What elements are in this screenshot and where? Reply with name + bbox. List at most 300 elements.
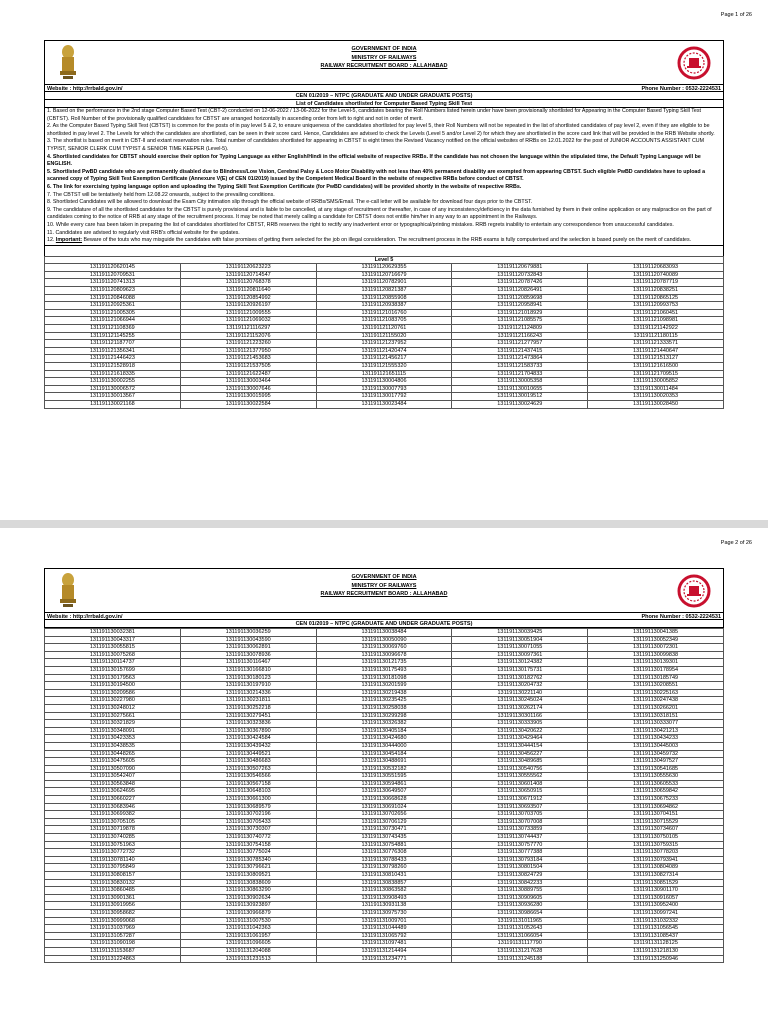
roll-number-cell: 131191131037969 <box>45 925 181 933</box>
roll-number-cell: 131191130114737 <box>45 659 181 667</box>
roll-number-cell: 131191130424680 <box>316 735 452 743</box>
roll-number-cell: 131191121124809 <box>452 325 588 333</box>
roll-number-cell: 131191130043590 <box>180 636 316 644</box>
table-row <box>45 841 724 849</box>
ministry-title: MINISTRY OF RAILWAYS <box>351 54 417 61</box>
roll-number-cell: 131191130017792 <box>316 393 452 401</box>
roll-number-cell: 131191130605533 <box>588 780 724 788</box>
roll-number-cell: 131191130486683 <box>180 758 316 766</box>
roll-number-cell: 131191130235425 <box>316 697 452 705</box>
roll-number-cell: 131191130909605 <box>452 894 588 902</box>
website-link[interactable]: Website : http://rrbald.gov.in/ <box>47 86 123 92</box>
table-row <box>45 742 724 750</box>
table-row <box>45 917 724 925</box>
roll-number-cell: 131191130178954 <box>588 666 724 674</box>
roll-number-cell: 131191121277957 <box>452 340 588 348</box>
table-row <box>45 887 724 895</box>
phone-number: Phone Number : 0532-2224531 <box>641 614 721 620</box>
note-4: 4. Shortlisted candidates for CBTST should exercise their option for Typing Language as either English/Hindi in the official website of respective RRBs. If the candidate has not chosen the language within the stipulated time, the Default Typing Language will be ENGLISH. <box>47 153 701 168</box>
roll-number-cell: 131191120732843 <box>452 271 588 279</box>
roll-number-cell: 131191130445003 <box>588 742 724 750</box>
table-row <box>45 872 724 880</box>
roll-number-cell: 131191120740089 <box>588 271 724 279</box>
roll-number-cell: 131191130691024 <box>316 803 452 811</box>
roll-number-cell: 131191130333077 <box>588 720 724 728</box>
roll-number-cell: 131191121223260 <box>180 340 316 348</box>
roll-number-cell: 131191130675233 <box>588 796 724 804</box>
roll-number-cell: 131191121537505 <box>180 363 316 371</box>
roll-number-cell: 131191121583733 <box>452 363 588 371</box>
roll-number-cell: 131191130116467 <box>180 659 316 667</box>
roll-number-cell: 131191130754881 <box>316 841 452 849</box>
roll-number-cell: 131191130650915 <box>452 788 588 796</box>
roll-number-cell: 131191130489685 <box>452 758 588 766</box>
roll-number-cell: 131191130810431 <box>316 872 452 880</box>
roll-number-cell: 131191130043317 <box>45 636 181 644</box>
roll-number-cell: 131191130475605 <box>45 758 181 766</box>
roll-number-cell: 131191130809521 <box>180 872 316 880</box>
roll-number-cell: 131191130693507 <box>452 803 588 811</box>
roll-number-cell: 131191121704833 <box>452 370 588 378</box>
table-row <box>45 279 724 287</box>
roll-number-cell: 131191131117790 <box>452 940 588 948</box>
roll-number-cell: 131191130050090 <box>316 636 452 644</box>
roll-number-cell: 131191121098981 <box>588 317 724 325</box>
roll-number-cell: 131191131056545 <box>588 925 724 933</box>
roll-number-cell: 131191130744437 <box>452 834 588 842</box>
roll-number-cell: 131191121377950 <box>180 347 316 355</box>
roll-number-cell: 131191130209586 <box>45 689 181 697</box>
board-title: RAILWAY RECRUITMENT BOARD : ALLAHABAD <box>320 591 448 597</box>
roll-number-cell: 131191121066944 <box>45 317 181 325</box>
roll-number-cell: 131191130219438 <box>316 689 452 697</box>
roll-number-cell: 131191121060451 <box>588 309 724 317</box>
note-9: 9. The candidature of all the shortlisted candidates for the CBTST is purely provisional and is liable to be cancelled, at any stage of recruitment or thereafter, in case of any inconsistency/deficiency in the data furnished by them in their online application or any malpractice on the part of candidates coming to the notice of RRB at any stage of the recruitment process. It may be noted that merely calling a candidate for CBTST does not entitle him/her in any way to an appointment in the Railways. <box>47 206 712 221</box>
roll-number-cell: 131191121356341 <box>45 347 181 355</box>
roll-number-cell: 131191130024629 <box>452 400 588 408</box>
roll-number-cell: 131191130908493 <box>316 894 452 902</box>
table-row <box>45 302 724 310</box>
roll-number-cell: 131191121152076 <box>180 332 316 340</box>
roll-number-cell: 131191130208551 <box>588 682 724 690</box>
roll-number-cell: 131191130751963 <box>45 841 181 849</box>
roll-number-cell: 131191131128125 <box>588 940 724 948</box>
table-row <box>45 811 724 819</box>
roll-number-cell: 131191130439432 <box>180 742 316 750</box>
roll-number-cell: 131191130788433 <box>316 856 452 864</box>
roll-number-cell: 131191130863582 <box>316 887 452 895</box>
roll-number-cell: 131191121018929 <box>452 309 588 317</box>
table-row <box>45 712 724 720</box>
spacer <box>44 246 724 256</box>
roll-number-cell: 131191131009701 <box>316 917 452 925</box>
roll-number-cell: 131191130023484 <box>316 400 452 408</box>
roll-number-cell: 131191130851529 <box>588 879 724 887</box>
roll-number-cell: 131191120821387 <box>316 287 452 295</box>
table-row <box>45 834 724 842</box>
roll-number-cell: 131191130028450 <box>588 400 724 408</box>
roll-number-cell: 131191130901170 <box>588 887 724 895</box>
note-10: 10. While every care has been taken in preparing the list of candidates shortlisted for CBTST, RRB reserves the right to rectify any inadvertent error or typographical/printing mistakes. RRB regrets inability to entertain any correspondence from unsuccessful candidates. <box>47 221 674 228</box>
roll-number-cell: 131191130801504 <box>452 864 588 872</box>
table-row <box>45 689 724 697</box>
website-link[interactable]: Website : http://rrbald.gov.in/ <box>47 614 123 620</box>
roll-number-cell: 131191131231513 <box>180 955 316 963</box>
roll-number-cell: 131191131224863 <box>45 955 181 963</box>
roll-number-cell: 131191130231811 <box>180 697 316 705</box>
table-row <box>45 727 724 735</box>
table-row <box>45 287 724 295</box>
roll-number-cell: 131191130179563 <box>45 674 181 682</box>
roll-number-cell: 131191121456217 <box>316 355 452 363</box>
roll-number-cell: 131191120683093 <box>588 264 724 272</box>
roll-number-cell: 131191130456227 <box>452 750 588 758</box>
roll-number-cell: 131191130555562 <box>452 773 588 781</box>
roll-number-cell: 131191130705433 <box>180 818 316 826</box>
roll-number-cell: 131191120716679 <box>316 271 452 279</box>
roll-number-cell: 131191130838609 <box>180 879 316 887</box>
table-row <box>45 636 724 644</box>
roll-number-cell: 131191130004806 <box>316 378 452 386</box>
roll-number-cell: 131191130754158 <box>180 841 316 849</box>
table-row <box>45 796 724 804</box>
roll-number-cell: 131191130010655 <box>452 385 588 393</box>
roll-number-cell: 131191130594861 <box>316 780 452 788</box>
table-row <box>45 947 724 955</box>
roll-number-cell: 131191121446423 <box>45 355 181 363</box>
table-row <box>45 864 724 872</box>
contact-row <box>44 612 724 620</box>
roll-number-cell: 131191130036259 <box>180 629 316 637</box>
table-row <box>45 629 724 637</box>
roll-number-cell: 131191130975730 <box>316 909 452 917</box>
table-row <box>45 849 724 857</box>
roll-number-cell: 131191130021168 <box>45 400 181 408</box>
roll-number-cell: 131191120958941 <box>452 302 588 310</box>
roll-number-cell: 131191130772732 <box>45 849 181 857</box>
roll-number-cell: 131191121555320 <box>316 363 452 371</box>
roll-number-cell: 131191130540756 <box>452 765 588 773</box>
roll-number-cell: 131191130798260 <box>316 864 452 872</box>
note-12-text: Beware of the touts who may misguide the candidates with false promises of getting them selected for the job on illegal consideration. The recruitment process in the RRB exams is fully computerised and the selection is based purely on the merit of candidates. <box>82 237 692 244</box>
roll-number-cell: 131191130003464 <box>180 378 316 386</box>
roll-number-cell: 131191131090198 <box>45 940 181 948</box>
roll-number-cell: 131191130448265 <box>45 750 181 758</box>
roll-number-cell: 131191130013567 <box>45 393 181 401</box>
roll-number-cell: 131191121513127 <box>588 355 724 363</box>
note-12 <box>47 237 721 245</box>
roll-number-cell: 131191121622487 <box>180 370 316 378</box>
roll-number-cell: 131191120855908 <box>316 294 452 302</box>
roll-number-cell: 131191121473864 <box>452 355 588 363</box>
roll-number-cell: 131191130421213 <box>588 727 724 735</box>
roll-number-cell: 131191121155020 <box>316 332 452 340</box>
table-row <box>45 659 724 667</box>
roll-number-cell: 131191131250946 <box>588 955 724 963</box>
table-row <box>45 674 724 682</box>
roll-number-cell: 131191130326382 <box>316 720 452 728</box>
roll-number-cell: 131191130740285 <box>45 834 181 842</box>
roll-number-cell: 131191130275661 <box>45 712 181 720</box>
roll-number-cell: 131191130902634 <box>180 894 316 902</box>
roll-number-cell: 131191120620145 <box>45 264 181 272</box>
roll-number-cell: 131191130795849 <box>45 864 181 872</box>
roll-number-cell: 131191130072301 <box>588 644 724 652</box>
table-row <box>45 363 724 371</box>
roll-number-cell: 131191130719878 <box>45 826 181 834</box>
roll-number-cell: 131191130185749 <box>588 674 724 682</box>
roll-number-cell: 131191130551595 <box>316 773 452 781</box>
ministry-title: MINISTRY OF RAILWAYS <box>351 582 417 589</box>
roll-number-cell: 131191130071055 <box>452 644 588 652</box>
roll-number-cell: 131191130248012 <box>45 704 181 712</box>
roll-number-cell: 131191130182762 <box>452 674 588 682</box>
roll-number-cell: 131191130901361 <box>45 894 181 902</box>
roll-number-cell: 131191130660227 <box>45 796 181 804</box>
roll-number-cell: 131191130444154 <box>452 742 588 750</box>
roll-number-cell: 131191131214494 <box>316 947 452 955</box>
roll-number-cell: 131191130321829 <box>45 720 181 728</box>
roll-number-cell: 131191121651115 <box>316 370 452 378</box>
roll-number-cell: 131191130824729 <box>452 872 588 880</box>
table-row <box>45 340 724 348</box>
roll-number-cell: 131191130734607 <box>588 826 724 834</box>
roll-number-cell: 131191130434233 <box>588 735 724 743</box>
roll-number-cell: 131191130730471 <box>316 826 452 834</box>
roll-number-cell: 131191130661300 <box>180 796 316 804</box>
roll-number-cell: 131191130966879 <box>180 909 316 917</box>
page-number: Page 2 of 26 <box>720 540 752 546</box>
header-title-block <box>45 45 723 71</box>
table-row <box>45 271 724 279</box>
roll-number-cell: 131191130497527 <box>588 758 724 766</box>
roll-number-cell: 131191130022584 <box>180 400 316 408</box>
note-3: 3. The shortlist is based on merit in CBT-II and extant reservation rules. Total number of candidates shortlisted for appearing in CBTST is eight times the Revised Vacancy notified on the official websites of RRBs on 12.01.2022 for the post of JUNIOR ACCOUNTS ASSISTANT CUM TYPIST, SENIOR CLERK CUM TYPIST & SENIOR TIME KEEPER (Level-5). <box>47 138 705 152</box>
roll-number-cell: 131191130683946 <box>45 803 181 811</box>
roll-number-cell: 131191130055815 <box>45 644 181 652</box>
roll-number-cell: 131191130671912 <box>452 796 588 804</box>
roll-number-cell: 131191130041385 <box>588 629 724 637</box>
roll-number-cell: 131191130793184 <box>452 856 588 864</box>
table-row <box>45 879 724 887</box>
roll-number-cell: 131191130444000 <box>316 742 452 750</box>
roll-number-cell: 131191130759315 <box>588 841 724 849</box>
roll-number-cell: 131191130097361 <box>452 651 588 659</box>
roll-number-cell: 131191130919956 <box>45 902 181 910</box>
roll-number-cell: 131191130405184 <box>316 727 452 735</box>
cen-title: CEN 01/2019 – NTPC (GRADUATE AND UNDER GRADUATE POSTS) <box>44 92 724 100</box>
roll-number-cell: 131191130333905 <box>452 720 588 728</box>
pdf-page-2 <box>0 528 768 1024</box>
roll-number-cell: 131191130775024 <box>180 849 316 857</box>
table-row <box>45 294 724 302</box>
table-row <box>45 826 724 834</box>
roll-number-cell: 131191130707008 <box>452 818 588 826</box>
roll-number-cell: 131191130252218 <box>180 704 316 712</box>
roll-number-cell: 131191130952400 <box>588 902 724 910</box>
roll-number-cell: 131191121145255 <box>45 332 181 340</box>
table-row <box>45 385 724 393</box>
roll-number-cell: 131191130567158 <box>180 780 316 788</box>
roll-number-cell: 131191120679881 <box>452 264 588 272</box>
roll-number-cell: 131191130705105 <box>45 818 181 826</box>
table-row <box>45 788 724 796</box>
roll-number-cell: 131191131042363 <box>180 925 316 933</box>
table-row <box>45 773 724 781</box>
table-row <box>45 651 724 659</box>
roll-number-cell: 131191130542407 <box>45 773 181 781</box>
roll-number-cell: 131191130624695 <box>45 788 181 796</box>
roll-number-cell: 131191120859698 <box>452 294 588 302</box>
roll-number-cell: 131191130689579 <box>180 803 316 811</box>
roll-number-cell: 131191130420622 <box>452 727 588 735</box>
important-label: Important: <box>55 237 83 244</box>
roll-number-cell: 131191131052643 <box>452 925 588 933</box>
table-row <box>45 644 724 652</box>
roll-number-cell: 131191120629355 <box>316 264 452 272</box>
roll-number-cell: 131191130424584 <box>180 735 316 743</box>
roll-number-cell: 131191130247438 <box>588 697 724 705</box>
table-row <box>45 803 724 811</box>
note-5: 5. Shortlisted PwBD candidate who are permanently disabled due to Blindness/Low Vision, Cerebral Palsy & Loco Motor Disability with not less than 40% permanent disability are exempted from appearing CBTST. Such eligible PwBD candidates have to upload a scanned copy of Typing Skill Test Exemption Certificate (Annexure V(E) of CEN 01/2019) issued by the Competent Medical Board in the website of respective RRBs before conduct of CBTST. <box>47 168 706 183</box>
table-row <box>45 758 724 766</box>
roll-number-cell: 131191130986654 <box>452 909 588 917</box>
roll-number-cell: 131191130704151 <box>588 811 724 819</box>
roll-number-cell: 131191130069760 <box>316 644 452 652</box>
roll-number-cell: 131191130099838 <box>588 651 724 659</box>
roll-number-cell: 131191131007530 <box>180 917 316 925</box>
roll-number-cell: 131191120787426 <box>452 279 588 287</box>
roll-number-cell: 131191130197910 <box>180 682 316 690</box>
roll-number-cell: 131191130923897 <box>180 902 316 910</box>
roll-number-cell: 131191130020353 <box>588 393 724 401</box>
roll-number-cell: 131191121085575 <box>452 317 588 325</box>
roll-number-cell: 131191130842233 <box>452 879 588 887</box>
roll-number-cell: 131191130931138 <box>316 902 452 910</box>
roll-number-cell: 131191120709531 <box>45 271 181 279</box>
roll-number-cell: 131191131066054 <box>452 932 588 940</box>
roll-number-cell: 131191130078936 <box>180 651 316 659</box>
roll-number-cell: 131191130703705 <box>452 811 588 819</box>
roll-number-cell: 131191130299298 <box>316 712 452 720</box>
roll-number-cell: 131191121116297 <box>180 325 316 333</box>
table-row <box>45 325 724 333</box>
roll-number-cell: 131191130659842 <box>588 788 724 796</box>
cen-title: CEN 01/2019 – NTPC (GRADUATE AND UNDER GRADUATE POSTS) <box>44 620 724 628</box>
table-row <box>45 378 724 386</box>
roll-number-cell: 131191130706129 <box>316 818 452 826</box>
roll-number-cell: 131191130166810 <box>180 666 316 674</box>
table-row <box>45 780 724 788</box>
table-row <box>45 697 724 705</box>
roll-number-cell: 131191130301166 <box>452 712 588 720</box>
table-row <box>45 393 724 401</box>
roll-number-cell: 131191130015995 <box>180 393 316 401</box>
table-row <box>45 940 724 948</box>
roll-number-cell: 131191130830132 <box>45 879 181 887</box>
roll-number-cell: 131191130007793 <box>316 385 452 393</box>
roll-number-cell: 131191121009555 <box>180 309 316 317</box>
level-label: Level 5 <box>45 256 724 264</box>
table-row <box>45 264 724 272</box>
roll-number-cell: 131191130175731 <box>452 666 588 674</box>
roll-number-cell: 131191130449521 <box>180 750 316 758</box>
roll-number-cell: 131191130019512 <box>452 393 588 401</box>
roll-number-cell: 131191120809623 <box>45 287 181 295</box>
board-title: RAILWAY RECRUITMENT BOARD : ALLAHABAD <box>320 63 448 69</box>
roll-number-cell: 131191121083705 <box>316 317 452 325</box>
roll-number-cell: 131191130781140 <box>45 856 181 864</box>
roll-number-cell: 131191130488691 <box>316 758 452 766</box>
roll-number-cell: 131191131204088 <box>180 947 316 955</box>
note-8: 8. Shortlisted Candidates will be allowed to download the Exam City intimation slip through the official website of RRBs/SMS/Email. The e-call letter will be available for download four days prior to the CBTST. <box>47 199 533 206</box>
roll-number-cell: 131191130062891 <box>180 644 316 652</box>
roll-number-cell: 131191130750105 <box>588 834 724 842</box>
list-title: List of Candidates shortlisted for Computer Based Typing Skill Test <box>44 100 724 108</box>
roll-number-cell: 131191120938387 <box>316 302 452 310</box>
table-row <box>45 955 724 963</box>
roll-number-cell: 131191130649507 <box>316 788 452 796</box>
gov-title: GOVERNMENT OF INDIA <box>351 574 417 580</box>
roll-number-cell: 131191130743435 <box>316 834 452 842</box>
roll-number-cell: 131191130011484 <box>588 385 724 393</box>
roll-number-cell: 131191121528918 <box>45 363 181 371</box>
phone-number: Phone Number : 0532-2224531 <box>641 86 721 92</box>
roll-number-cell: 131191121142922 <box>588 325 724 333</box>
roll-number-cell: 131191130262174 <box>452 704 588 712</box>
roll-number-cell: 131191130733859 <box>452 826 588 834</box>
level-row <box>45 256 724 264</box>
table-row <box>45 332 724 340</box>
header-title-block <box>45 573 723 599</box>
table-row <box>45 735 724 743</box>
roll-number-cell: 131191121016760 <box>316 309 452 317</box>
roll-number-cell: 131191130139301 <box>588 659 724 667</box>
roll-number-cell: 131191131061957 <box>180 932 316 940</box>
roll-number-cell: 131191130006572 <box>45 385 181 393</box>
roll-number-cell: 131191130827314 <box>588 872 724 880</box>
roll-number-cell: 131191130541685 <box>588 765 724 773</box>
document-sheet <box>44 40 724 409</box>
roll-number-cell: 131191130793941 <box>588 856 724 864</box>
table-row <box>45 720 724 728</box>
table-row <box>45 400 724 408</box>
roll-number-cell: 131191130194500 <box>45 682 181 690</box>
roll-number-cell: 131191130668628 <box>316 796 452 804</box>
roll-number-cell: 131191131097481 <box>316 940 452 948</box>
roll-number-cell: 131191130429464 <box>452 735 588 743</box>
roll-number-cell: 131191130157699 <box>45 666 181 674</box>
roll-number-cell: 131191130214336 <box>180 689 316 697</box>
roll-number-cell: 131191130563848 <box>45 780 181 788</box>
note-1: 1. Based on the performance in the 2nd stage Computer Based Test (CBT-2) conducted on 12-06-2022 / 13-06-2022 for the Level-5, candidates bearing the Roll Numbers listed herein under have been provisionally shortlisted for Appearing in the Computer Based Typing Skill Test (CBTST). Roll Number of the provisionally qualified candidates for CBTST are arranged horizontally in ascending order from left to right and not in order of merit. <box>47 108 701 122</box>
roll-number-cell: 131191130601408 <box>452 780 588 788</box>
roll-number-cell: 131191130776308 <box>316 849 452 857</box>
table-row <box>45 902 724 910</box>
roll-number-cell: 131191130889755 <box>452 887 588 895</box>
roll-number-cell: 131191120787719 <box>588 279 724 287</box>
roll-number-cell: 131191121187707 <box>45 340 181 348</box>
roll-number-cell: 131191121069032 <box>180 317 316 325</box>
roll-number-cell: 131191130999068 <box>45 917 181 925</box>
roll-number-cell: 131191120925361 <box>45 302 181 310</box>
page-number: Page 1 of 26 <box>720 12 752 18</box>
roll-number-cell: 131191130245024 <box>452 697 588 705</box>
table-row <box>45 370 724 378</box>
roll-number-cell: 131191130181098 <box>316 674 452 682</box>
roll-number-cell: 131191121166243 <box>452 332 588 340</box>
roll-number-cell: 131191130702656 <box>316 811 452 819</box>
